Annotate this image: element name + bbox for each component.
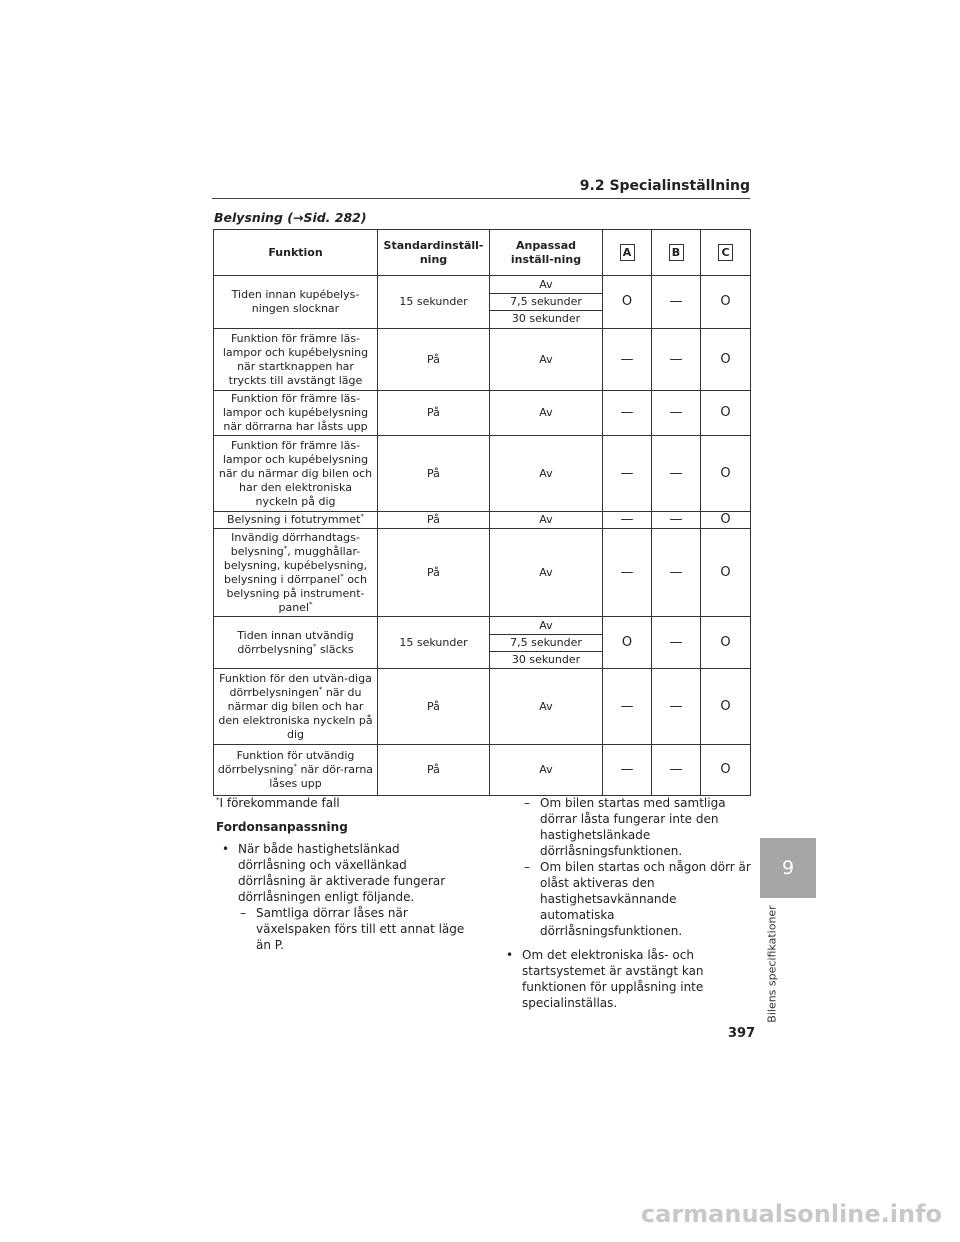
dash-item: – Om bilen startas och någon dörr är olåst aktiveras den hastighetsavkännande automatiska dörrlåsningsfunktionen. bbox=[524, 860, 751, 938]
header-function: Funktion bbox=[214, 230, 378, 276]
cell-function: Funktion för utvändig dörrbelysning* när dör-rarna låses upp bbox=[214, 745, 378, 796]
chapter-tab: 9 bbox=[760, 838, 816, 898]
table-row bbox=[214, 276, 751, 329]
cell-a: O bbox=[603, 617, 652, 669]
cell-a: — bbox=[603, 745, 652, 796]
table-row bbox=[214, 529, 751, 617]
table-header-row bbox=[214, 230, 751, 276]
custom-option: 30 sekunder bbox=[490, 310, 602, 327]
watermark: carmanualsonline.info bbox=[640, 1200, 942, 1228]
cell-c: O bbox=[701, 529, 751, 617]
cell-default: På bbox=[378, 529, 490, 617]
header-a bbox=[603, 230, 652, 276]
cell-default: På bbox=[378, 512, 490, 529]
table-row bbox=[214, 745, 751, 796]
table-row bbox=[214, 391, 751, 436]
cell-function: Belysning i fotutrymmet* bbox=[214, 512, 378, 529]
cell-c: O bbox=[701, 745, 751, 796]
table-row bbox=[214, 436, 751, 512]
cell-b: — bbox=[652, 512, 701, 529]
fordon-heading: Fordonsanpassning bbox=[216, 820, 348, 834]
dash-item: – Om bilen startas med samtliga dörrar låsta fungerar inte den hastighetslänkade dörrlåsningsfunktionen. bbox=[524, 796, 726, 858]
bullet-item: • När både hastighetslänkad dörrlåsning och växellänkad dörrlåsning är aktiverade fungerar dörrlåsningen enligt följande. bbox=[222, 842, 446, 904]
cell-function: Tiden innan kupébelys-ningen slocknar bbox=[214, 276, 378, 329]
cell-c: O bbox=[701, 436, 751, 512]
cell-default: På bbox=[378, 391, 490, 436]
cell-b: — bbox=[652, 745, 701, 796]
footnote: *I förekommande fall bbox=[216, 796, 340, 810]
cell-a: — bbox=[603, 529, 652, 617]
table-row bbox=[214, 329, 751, 391]
cell-function: Funktion för den utvän-diga dörrbelysningen* när du närmar dig bilen och har den elektroniska nyckeln på dig bbox=[214, 669, 378, 745]
cell-custom bbox=[490, 617, 603, 669]
cell-default: På bbox=[378, 436, 490, 512]
settings-table bbox=[213, 229, 751, 796]
bullet-item: • Om det elektroniska lås- och startsystemet är avstängt kan funktionen för upplåsning inte specialinställas. bbox=[506, 948, 704, 1010]
cell-custom bbox=[490, 276, 603, 329]
cell-custom: Av bbox=[490, 436, 603, 512]
right-column bbox=[500, 795, 752, 1011]
cell-b: — bbox=[652, 669, 701, 745]
cell-c: O bbox=[701, 617, 751, 669]
header-c-letter: C bbox=[718, 244, 733, 261]
cell-custom: Av bbox=[490, 669, 603, 745]
cell-custom: Av bbox=[490, 512, 603, 529]
header-c bbox=[701, 230, 751, 276]
header-rule bbox=[212, 198, 750, 199]
custom-option: 7,5 sekunder bbox=[490, 293, 602, 310]
left-column bbox=[216, 795, 466, 953]
table-row bbox=[214, 512, 751, 529]
cell-c: O bbox=[701, 276, 751, 329]
cell-default: På bbox=[378, 745, 490, 796]
cell-a: — bbox=[603, 669, 652, 745]
custom-option: 30 sekunder bbox=[490, 651, 602, 668]
cell-default: 15 sekunder bbox=[378, 617, 490, 669]
dash-item: – Samtliga dörrar låses när växelspaken förs till ett annat läge än P. bbox=[240, 906, 465, 952]
cell-function: Funktion för främre läs-lampor och kupébelysning när dörrarna har låsts upp bbox=[214, 391, 378, 436]
table-row bbox=[214, 669, 751, 745]
cell-b: — bbox=[652, 529, 701, 617]
cell-function: Invändig dörrhandtags-belysning*, mugghållar-belysning, kupébelysning, belysning i dörrpanel* och belysning på instrument-panel* bbox=[214, 529, 378, 617]
cell-a: — bbox=[603, 329, 652, 391]
cell-b: — bbox=[652, 329, 701, 391]
cell-c: O bbox=[701, 669, 751, 745]
header-b-letter: B bbox=[669, 244, 684, 261]
cell-custom: Av bbox=[490, 391, 603, 436]
cell-a: — bbox=[603, 391, 652, 436]
cell-c: O bbox=[701, 329, 751, 391]
cell-default: På bbox=[378, 669, 490, 745]
cell-function: Tiden innan utvändig dörrbelysning* släcks bbox=[214, 617, 378, 669]
cell-b: — bbox=[652, 391, 701, 436]
custom-option: Av bbox=[539, 278, 553, 291]
header-default: Standardinställ-ning bbox=[378, 230, 490, 276]
table-title: Belysning (→Sid. 282) bbox=[214, 210, 367, 225]
cell-b: — bbox=[652, 276, 701, 329]
table-row bbox=[214, 617, 751, 669]
cell-a: — bbox=[603, 512, 652, 529]
cell-default: På bbox=[378, 329, 490, 391]
cell-custom: Av bbox=[490, 529, 603, 617]
header-custom: Anpassad inställ-ning bbox=[490, 230, 603, 276]
page-number: 397 bbox=[728, 1026, 756, 1041]
custom-option: Av bbox=[539, 618, 553, 632]
cell-default: 15 sekunder bbox=[378, 276, 490, 329]
cell-custom: Av bbox=[490, 745, 603, 796]
header-a-letter: A bbox=[620, 244, 635, 261]
footnote-text: I förekommande fall bbox=[219, 796, 340, 810]
cell-function: Funktion för främre läs-lampor och kupébelysning när du närmar dig bilen och har den elektroniska nyckeln på dig bbox=[214, 436, 378, 512]
cell-c: O bbox=[701, 391, 751, 436]
cell-function: Funktion för främre läs-lampor och kupébelysning när startknappen har tryckts till avstängt läge bbox=[214, 329, 378, 391]
cell-b: — bbox=[652, 436, 701, 512]
cell-a: O bbox=[603, 276, 652, 329]
chapter-tab-label: Bilens specifikationer bbox=[765, 905, 779, 1023]
section-header: 9.2 Specialinställning bbox=[579, 178, 750, 194]
header-b bbox=[652, 230, 701, 276]
cell-c: O bbox=[701, 512, 751, 529]
cell-b: — bbox=[652, 617, 701, 669]
custom-option: 7,5 sekunder bbox=[490, 634, 602, 651]
cell-a: — bbox=[603, 436, 652, 512]
cell-custom: Av bbox=[490, 329, 603, 391]
